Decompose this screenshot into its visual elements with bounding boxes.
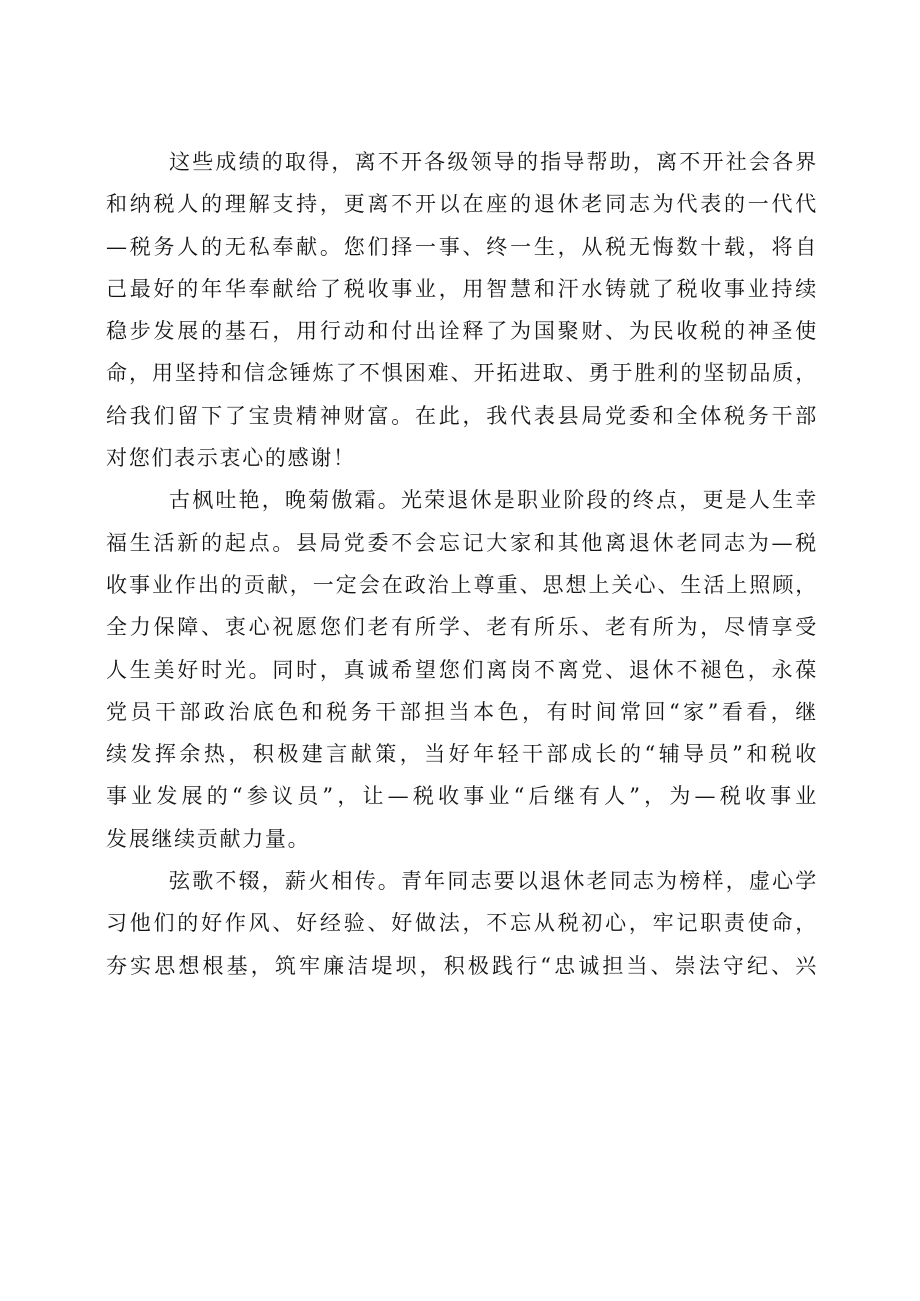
text-line: 全力保障、衷心祝愿您们老有所学、老有所乐、老有所为，尽情享受 (106, 615, 818, 640)
text-line: 己最好的年华奉献给了税收事业，用智慧和汗水铸就了税收事业持续 (106, 276, 818, 301)
text-line: 给我们留下了宝贵精神财富。在此，我代表县局党委和全体税务干部 (106, 403, 818, 428)
text-line: 和纳税人的理解支持，更离不开以在座的退休老同志为代表的一代代 (106, 192, 818, 217)
text-line: 习他们的好作风、好经验、好做法，不忘从税初心，牢记职责使命， (106, 911, 818, 936)
text-line: 对您们表示衷心的感谢！ (106, 446, 356, 471)
text-line: 这些成绩的取得，离不开各级领导的指导帮助，离不开社会各界 (169, 150, 818, 174)
text-line: 福生活新的起点。县局党委不会忘记大家和其他离退休老同志为—税 (106, 530, 818, 555)
paragraph-1 (106, 141, 818, 479)
text-line: 古枫吐艳，晚菊傲霜。光荣退休是职业阶段的终点，更是人生幸 (169, 488, 818, 513)
text-line: 命，用坚持和信念锤炼了不惧困难、开拓进取、勇于胜利的坚韧品质， (106, 361, 818, 386)
body-text (106, 141, 818, 987)
paragraph-3 (106, 860, 818, 987)
text-line: —税务人的无私奉献。您们择一事、终一生，从税无悔数十载，将自 (106, 234, 818, 259)
text-line: 弦歌不辍，薪火相传。青年同志要以退休老同志为榜样，虚心学 (169, 869, 818, 894)
text-line: 续发挥余热，积极建言献策，当好年轻干部成长的“辅导员”和税收 (106, 742, 818, 767)
text-line: 人生美好时光。同时，真诚希望您们离岗不离党、退休不褪色，永葆 (106, 657, 818, 682)
text-line: 事业发展的“参议员”，让—税收事业“后继有人”，为—税收事业 (106, 784, 818, 809)
paragraph-2 (106, 479, 818, 860)
text-line: 稳步发展的基石，用行动和付出诠释了为国聚财、为民收税的神圣使 (106, 319, 818, 344)
text-line: 党员干部政治底色和税务干部担当本色，有时间常回“家”看看，继 (106, 699, 818, 724)
text-line: 发展继续贡献力量。 (106, 826, 311, 851)
text-line: 夯实思想根基，筑牢廉洁堤坝，积极践行“忠诚担当、崇法守纪、兴 (106, 953, 818, 978)
text-line: 收事业作出的贡献，一定会在政治上尊重、思想上关心、生活上照顾， (106, 572, 818, 597)
